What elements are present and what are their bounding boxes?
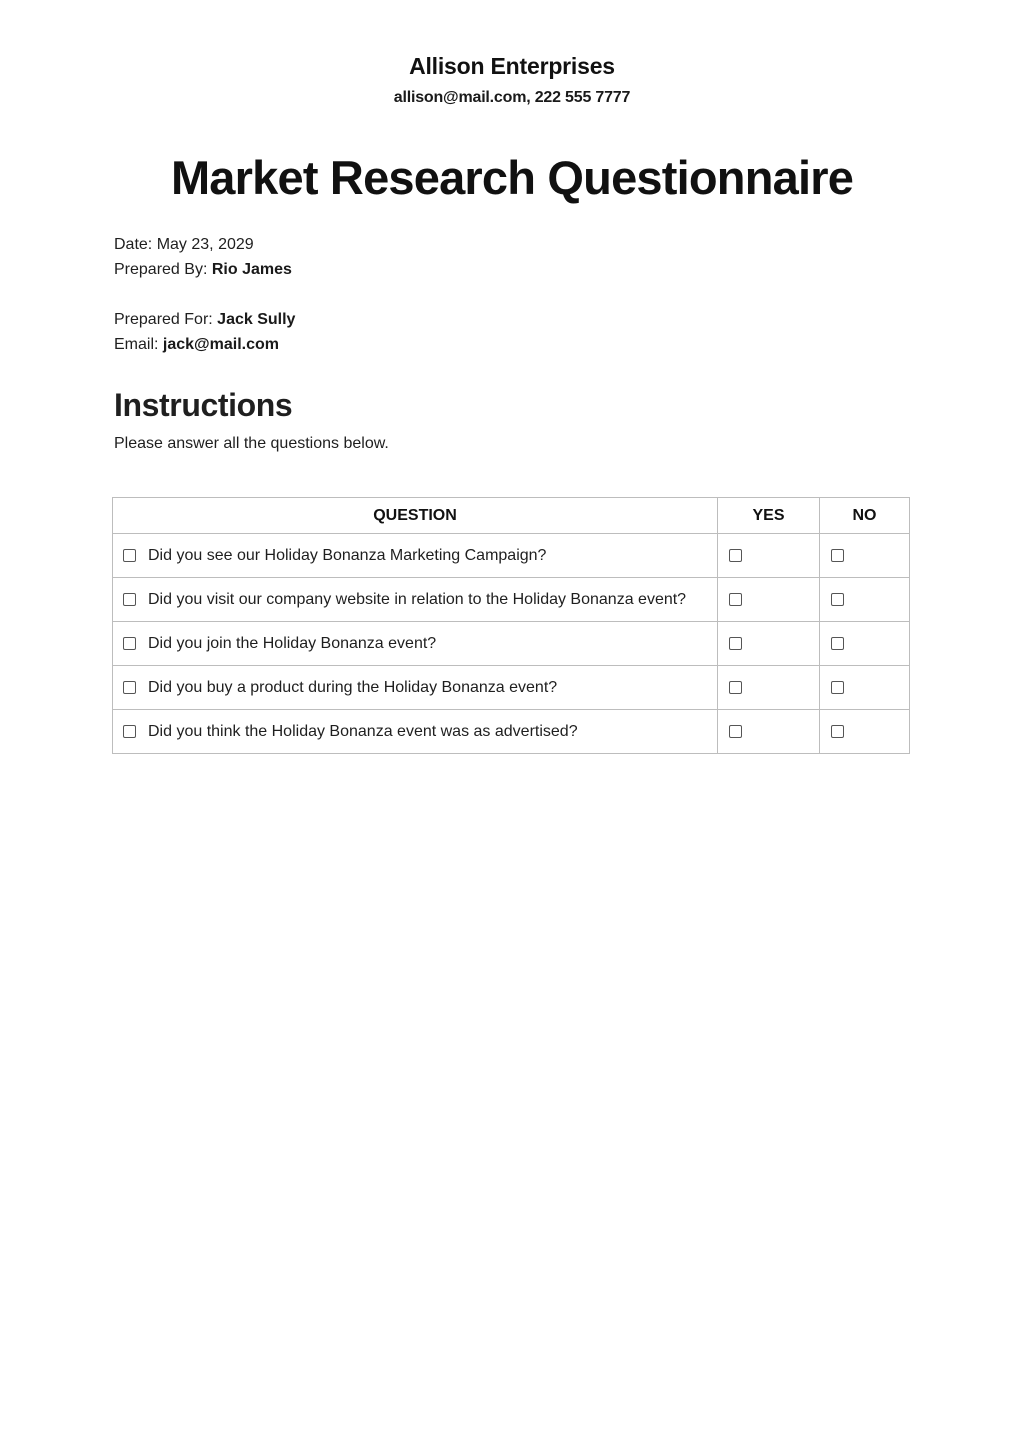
no-cell bbox=[820, 622, 910, 666]
yes-cell bbox=[718, 534, 820, 578]
no-cell bbox=[820, 666, 910, 710]
question-cell bbox=[113, 534, 718, 578]
yes-cell bbox=[718, 710, 820, 754]
meta-email bbox=[114, 335, 279, 355]
no-checkbox[interactable] bbox=[831, 725, 844, 738]
table-row bbox=[113, 578, 910, 622]
yes-checkbox[interactable] bbox=[729, 637, 742, 650]
meta-prepared-by bbox=[114, 260, 292, 280]
instructions-text: Please answer all the questions below. bbox=[114, 435, 389, 452]
table-row bbox=[113, 710, 910, 754]
question-checkbox[interactable] bbox=[123, 549, 136, 562]
yes-cell bbox=[718, 622, 820, 666]
question-checkbox[interactable] bbox=[123, 681, 136, 694]
question-cell bbox=[113, 622, 718, 666]
meta-prepared-by-value: Rio James bbox=[211, 261, 292, 278]
yes-cell bbox=[718, 666, 820, 710]
question-text: Did you visit our company website in relation to the Holiday Bonanza event? bbox=[148, 590, 687, 608]
meta-date bbox=[114, 235, 254, 255]
instructions-heading: Instructions bbox=[114, 387, 293, 423]
question-cell bbox=[113, 578, 718, 622]
column-header-question: QUESTION bbox=[113, 498, 718, 534]
meta-date-value: May 23, 2029 bbox=[156, 236, 254, 253]
question-text: Did you think the Holiday Bonanza event was as advertised? bbox=[148, 722, 578, 740]
no-checkbox[interactable] bbox=[831, 549, 844, 562]
no-checkbox[interactable] bbox=[831, 681, 844, 694]
table-header-row bbox=[113, 498, 910, 534]
question-cell bbox=[113, 710, 718, 754]
question-checkbox[interactable] bbox=[123, 725, 136, 738]
yes-checkbox[interactable] bbox=[729, 681, 742, 694]
column-header-yes: YES bbox=[718, 498, 820, 534]
company-name: Allison Enterprises bbox=[409, 53, 615, 79]
yes-cell bbox=[718, 578, 820, 622]
yes-checkbox[interactable] bbox=[729, 593, 742, 606]
question-checkbox[interactable] bbox=[123, 593, 136, 606]
table-row bbox=[113, 622, 910, 666]
meta-prepared-for bbox=[114, 310, 295, 330]
questionnaire-table bbox=[112, 497, 910, 754]
column-header-no: NO bbox=[820, 498, 910, 534]
question-text: Did you buy a product during the Holiday Bonanza event? bbox=[148, 678, 558, 696]
question-checkbox[interactable] bbox=[123, 637, 136, 650]
question-cell bbox=[113, 666, 718, 710]
table-row bbox=[113, 534, 910, 578]
meta-prepared-for-label: Prepared For: bbox=[114, 311, 213, 328]
yes-checkbox[interactable] bbox=[729, 725, 742, 738]
no-checkbox[interactable] bbox=[831, 593, 844, 606]
no-checkbox[interactable] bbox=[831, 637, 844, 650]
question-text: Did you join the Holiday Bonanza event? bbox=[148, 634, 437, 652]
company-contact: allison@mail.com, 222 555 7777 bbox=[393, 89, 631, 106]
document-title: Market Research Questionnaire bbox=[170, 151, 854, 204]
question-text: Did you see our Holiday Bonanza Marketing Campaign? bbox=[148, 546, 547, 564]
meta-prepared-for-value: Jack Sully bbox=[217, 311, 296, 328]
meta-email-label: Email: bbox=[114, 336, 159, 353]
yes-checkbox[interactable] bbox=[729, 549, 742, 562]
meta-email-value: jack@mail.com bbox=[162, 336, 280, 353]
meta-prepared-by-label: Prepared By: bbox=[114, 261, 208, 278]
table-row bbox=[113, 666, 910, 710]
no-cell bbox=[820, 534, 910, 578]
meta-date-label: Date: bbox=[114, 236, 153, 253]
no-cell bbox=[820, 710, 910, 754]
no-cell bbox=[820, 578, 910, 622]
